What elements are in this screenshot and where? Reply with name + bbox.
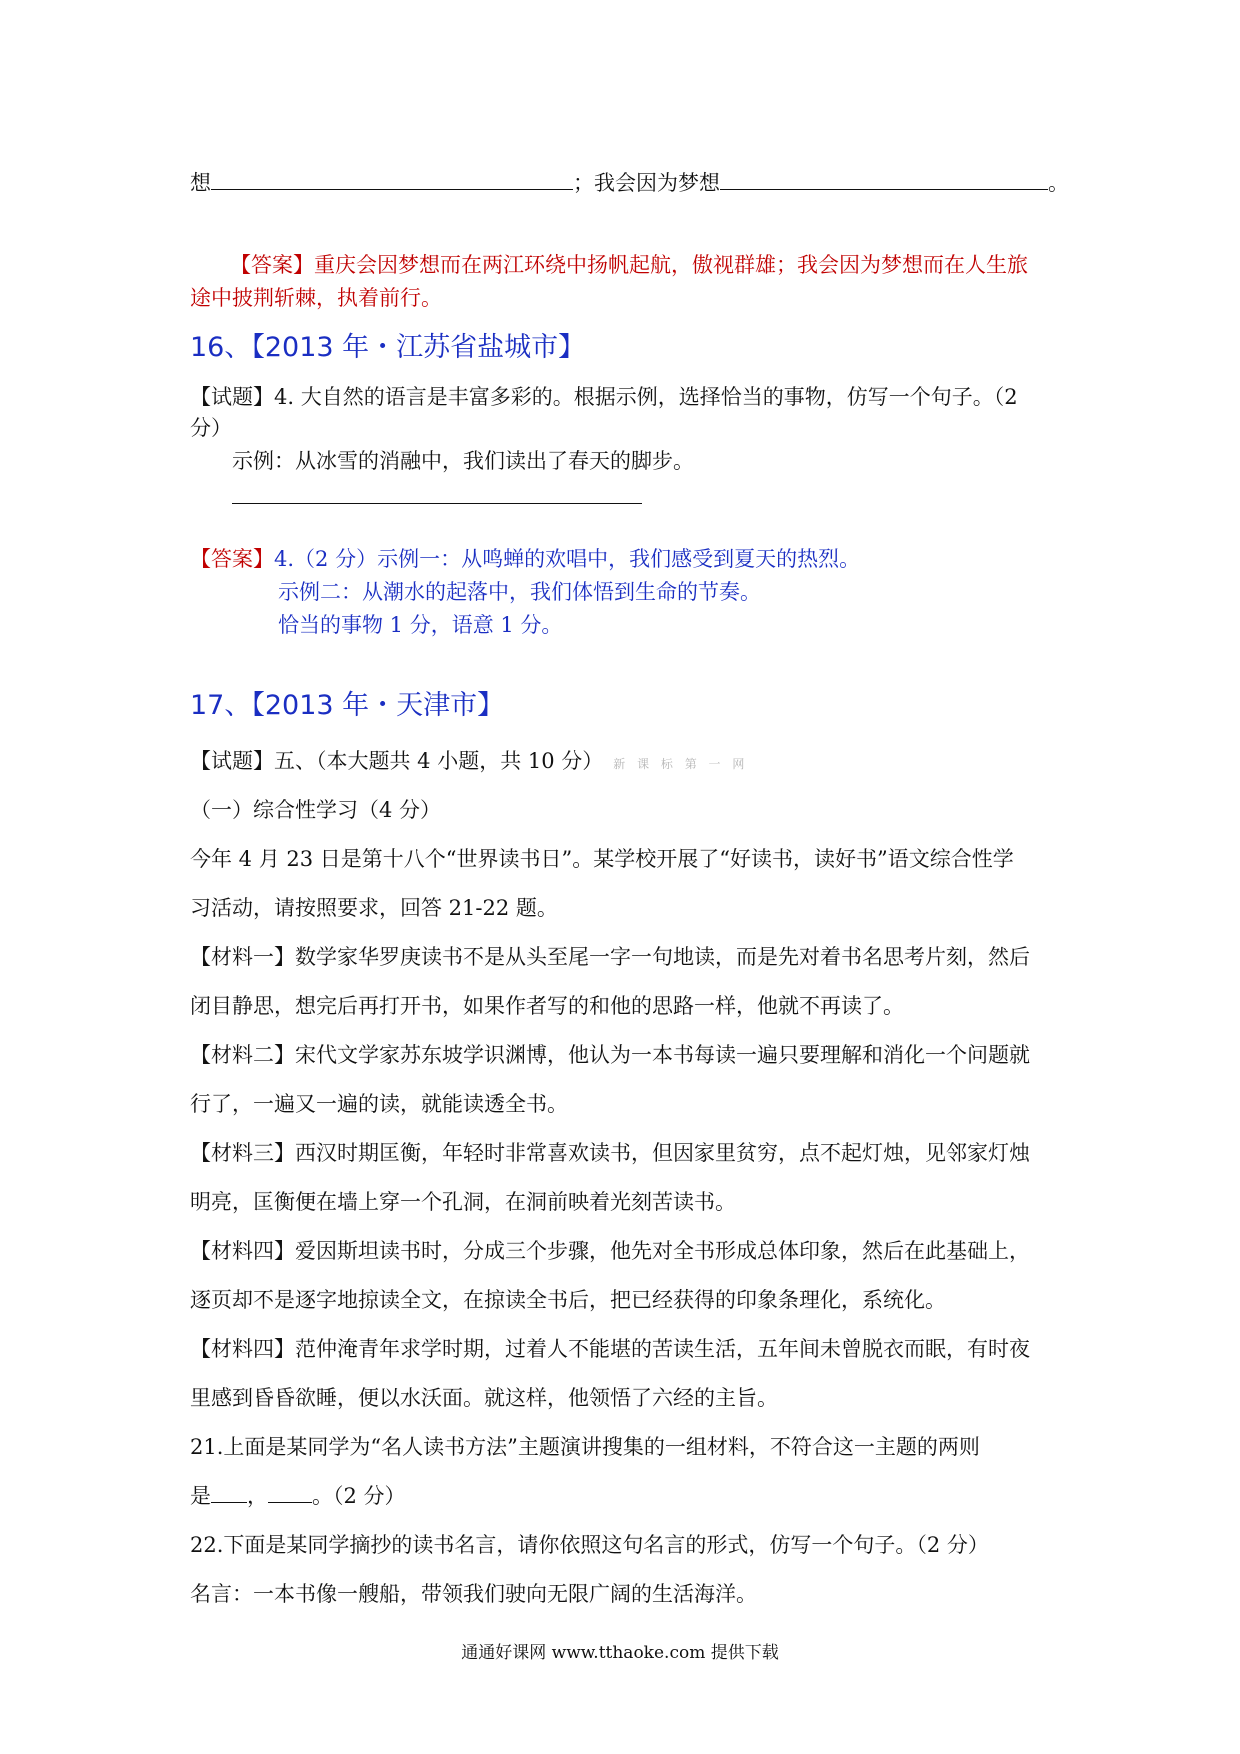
material-5-line-1: 【材料四】范仲淹青年求学时期，过着人不能堪的苦读生活，五年间未曾脱衣而眠，有时夜: [190, 1337, 1030, 1361]
section-16-answer-tag: 【答案】: [190, 547, 274, 571]
fill-in-line: [190, 168, 1069, 198]
answer-1-line-1: [230, 250, 1060, 280]
material-4-line-1: 【材料四】爱因斯坦读书时，分成三个步骤，他先对全书形成总体印象，然后在此基础上，: [190, 1239, 1030, 1263]
question-22-line: 22.下面是某同学摘抄的读书名言，请你依照这句名言的形式，仿写一个句子。（2 分）: [190, 1533, 989, 1557]
answer-1-text-1: 重庆会因梦想而在两江环绕中扬帆起航，傲视群雄；我会因为梦想而在人生旅: [314, 253, 1028, 277]
question-21-text-b: ，: [247, 1484, 268, 1508]
fill-in-text-1: 想: [190, 171, 211, 195]
section-17-subheading: （一）综合性学习（4 分）: [190, 798, 442, 822]
material-5-line-2: 里感到昏昏欲睡，便以水沃面。就这样，他领悟了六经的主旨。: [190, 1386, 778, 1410]
material-1-line-1: 【材料一】数学家华罗庚读书不是从头至尾一字一句地读，而是先对着书名思考片刻，然后: [190, 945, 1030, 969]
section-16-example: 示例：从冰雪的消融中，我们读出了春天的脚步。: [232, 449, 694, 473]
answer-blank-2: [720, 188, 1048, 190]
intro-line-1: 今年 4 月 23 日是第十八个“世界读书日”。某学校开展了“好读书，读好书”语文综合性学: [190, 847, 1014, 871]
question-21-blank-1: [211, 1501, 247, 1503]
answer-1-text-2: 途中披荆斩棘，执着前行。: [190, 286, 442, 310]
section-16-answer-text-1: 4.（2 分）示例一：从鸣蝉的欢唱中，我们感受到夏天的热烈。: [274, 547, 861, 571]
section-17-question-text: 【试题】五、（本大题共 4 小题，共 10 分）: [190, 749, 604, 773]
question-21-line-1: 21.上面是某同学为“名人读书方法”主题演讲搜集的一组材料，不符合这一主题的两则: [190, 1435, 980, 1459]
page-footer: 通通好课网 www.tthaoke.com 提供下载: [461, 1643, 779, 1663]
section-17-question-line: [190, 746, 1060, 779]
answer-1-line-2: [190, 283, 1060, 313]
question-21-line-2: [190, 1481, 1060, 1511]
material-3-line-2: 明亮，匡衡便在墙上穿一个孔洞，在洞前映着光刻苦读书。: [190, 1190, 736, 1214]
fill-in-text-3: 。: [1048, 171, 1069, 195]
question-21-text-a: 是: [190, 1484, 211, 1508]
question-21-blank-2: [268, 1501, 312, 1503]
intro-line-2: 习活动，请按照要求，回答 21-22 题。: [190, 896, 558, 920]
fill-in-text-2: ；我会因为梦想: [573, 171, 720, 195]
material-2-line-1: 【材料二】宋代文学家苏东坡学识渊博，他认为一本书每读一遍只要理解和消化一个问题就: [190, 1043, 1030, 1067]
answer-1-tag: 【答案】: [230, 253, 314, 277]
material-4-line-2: 逐页却不是逐字地掠读全文，在掠读全书后，把已经获得的印象条理化，系统化。: [190, 1288, 946, 1312]
section-16-answer-line-3: 恰当的事物 1 分，语意 1 分。: [278, 613, 563, 637]
question-21-text-c: 。（2 分）: [312, 1484, 406, 1508]
material-2-line-2: 行了，一遍又一遍的读，就能读透全书。: [190, 1092, 568, 1116]
material-3-line-1: 【材料三】西汉时期匡衡，年轻时非常喜欢读书，但因家里贫穷，点不起灯烛，见邻家灯烛: [190, 1141, 1030, 1165]
quote-line: 名言：一本书像一艘船，带领我们驶向无限广阔的生活海洋。: [190, 1582, 757, 1606]
watermark-text: 新 课 标 第 一 网: [613, 757, 749, 771]
section-16-question-line-2: 分）: [190, 416, 232, 440]
section-16-question-line-1: 【试题】4. 大自然的语言是丰富多彩的。根据示例，选择恰当的事物，仿写一个句子。（2: [190, 385, 1018, 409]
section-17-heading: 17、【2013 年・天津市】: [190, 690, 505, 721]
answer-blank-1: [211, 188, 573, 190]
section-16-answer-blank: [232, 502, 642, 504]
section-16-answer-line-1: [190, 544, 1060, 574]
section-16-answer-line-2: 示例二：从潮水的起落中，我们体悟到生命的节奏。: [278, 580, 761, 604]
section-16-heading: 16、【2013 年・江苏省盐城市】: [190, 332, 586, 363]
material-1-line-2: 闭目静思，想完后再打开书，如果作者写的和他的思路一样，他就不再读了。: [190, 994, 904, 1018]
